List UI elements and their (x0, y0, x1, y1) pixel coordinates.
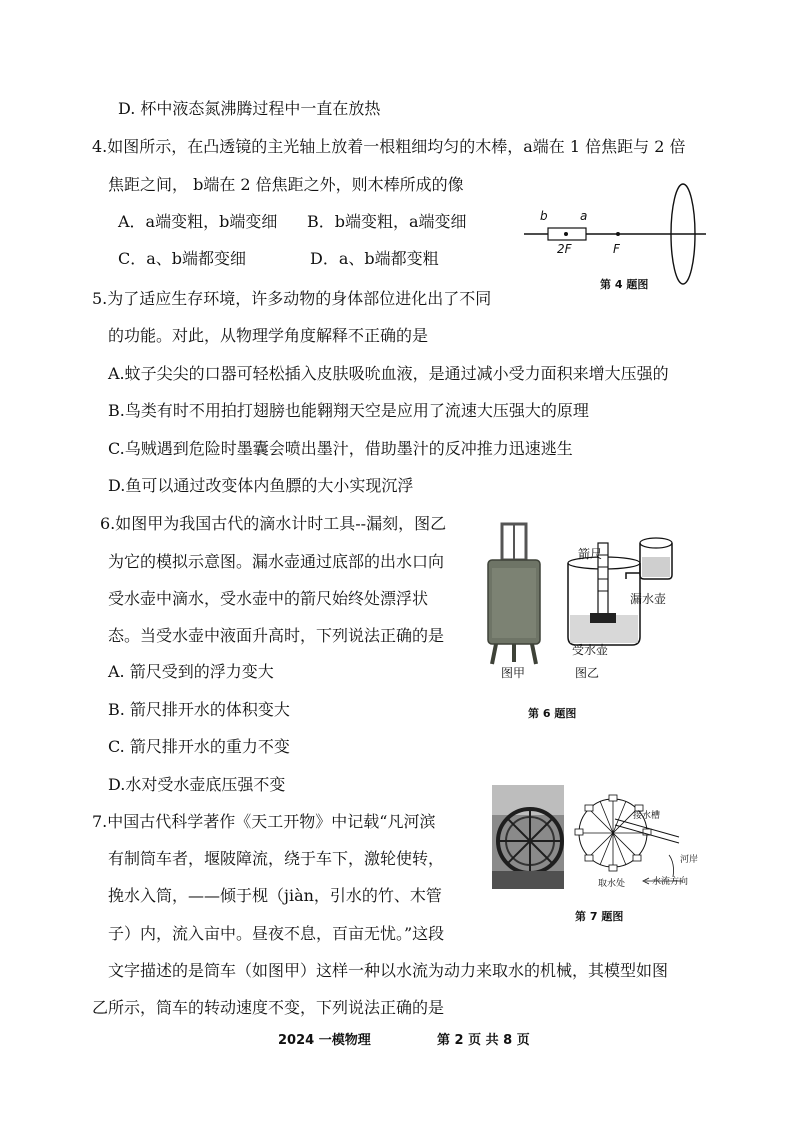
q6-stem-line-2: 为它的模拟示意图。漏水壶通过底部的出水口向 (108, 552, 445, 571)
q4-option-c: C．a、b端都变细 (118, 249, 247, 268)
q7-label-waterflow: 水流方向 (652, 877, 689, 887)
q5-stem-line-2: 的功能。对此，从物理学角度解释不正确的是 (108, 326, 429, 345)
q7-label-watertrough: 接水槽 (633, 811, 661, 821)
q6-label-tujia: 图甲 (501, 666, 526, 680)
f-point (616, 232, 620, 236)
q7-stem-line-4: 子）内，流入亩中。昼夜不息，百亩无忧。”这段 (108, 924, 445, 943)
q4-option-d: D．a、b端都变粗 (310, 249, 439, 268)
q4-label-2f: 2F (557, 242, 572, 256)
water-wheel-diagram (575, 785, 695, 905)
q6-option-c: C. 箭尺排开水的重力不变 (108, 737, 290, 756)
water-clock-photo (484, 520, 544, 670)
q6-option-b: B. 箭尺排开水的体积变大 (108, 700, 290, 719)
q5-stem-line-1: 5.为了适应生存环境，许多动物的身体部位进化出了不同 (92, 289, 492, 308)
q6-stem-line-1: 6.如图甲为我国古代的滴水计时工具--漏刻，图乙 (100, 514, 447, 533)
q4-label-a: a (580, 209, 588, 223)
q5-option-c: C.乌贼遇到危险时墨囊会喷出墨汁，借助墨汁的反冲推力迅速逃生 (108, 439, 573, 458)
q7-stem-line-5: 文字描述的是筒车（如图甲）这样一种以水流为动力来取水的机械，其模型如图 (108, 961, 669, 980)
q7-stem-line-2: 有制筒车者，堰陂障流，绕于车下，激轮使转， (108, 849, 445, 868)
q5-option-b: B.鸟类有时不用拍打翅膀也能翱翔天空是应用了流速大压强大的原理 (108, 401, 589, 420)
q4-label-f: F (613, 242, 620, 256)
q3-option-d: D. 杯中液态氮沸腾过程中一直在放热 (118, 99, 381, 118)
q7-stem-line-1: 7.中国古代科学著作《天工开物》中记载“凡河滨 (92, 812, 436, 831)
q6-figure-caption: 第 6 题图 (528, 707, 577, 720)
q4-figure-caption: 第 4 题图 (600, 278, 649, 291)
q4-option-b: B．b端变粗，a端变细 (307, 212, 467, 231)
q4-label-b: b (540, 209, 548, 223)
water-wheel-photo (492, 785, 564, 889)
q5-option-d: D.鱼可以通过改变体内鱼膘的大小实现沉浮 (108, 476, 414, 495)
footer-page-number: 第 2 页 共 8 页 (437, 1033, 530, 1048)
q7-label-intake: 取水处 (598, 879, 626, 889)
q6-stem-line-3: 受水壶中滴水，受水壶中的箭尺始终处漂浮状 (108, 589, 429, 608)
q7-label-riverbank: 河岸 (680, 855, 699, 865)
q5-option-a: A.蚊子尖尖的口器可轻松插入皮肤吸吮血液，是通过减小受力面积来增大压强的 (108, 364, 669, 383)
q6-label-tuyi: 图乙 (575, 666, 600, 680)
q6-label-jianchi: 箭尺 (578, 547, 603, 561)
float-block (590, 613, 616, 623)
q4-stem-line-1: 4.如图所示，在凸透镜的主光轴上放着一根粗细均匀的木棒，a端在 1 倍焦距与 2 倍 (92, 137, 686, 156)
q4-stem-line-2: 焦距之间， b端在 2 倍焦距之外，则木棒所成的像 (108, 175, 464, 194)
q4-option-a: A．a端变粗，b端变细 (118, 212, 278, 231)
q7-stem-line-3: 挽水入筒，——倾于枧（jiàn，引水的竹、木管 (108, 886, 442, 905)
2f-point (564, 232, 568, 236)
q6-label-loushuihu: 漏水壶 (630, 592, 667, 606)
q6-label-shoushuihu: 受水壶 (572, 643, 609, 657)
q6-option-d: D.水对受水壶底压强不变 (108, 775, 286, 794)
q7-figure-caption: 第 7 题图 (575, 910, 624, 923)
q7-stem-line-6: 乙所示，筒车的转动速度不变，下列说法正确的是 (92, 998, 445, 1017)
q6-stem-line-4: 态。当受水壶中液面升高时，下列说法正确的是 (108, 626, 445, 645)
q6-option-a: A. 箭尺受到的浮力变大 (108, 662, 274, 681)
q4-lens-figure (520, 182, 710, 288)
outlet-pipe (626, 573, 640, 579)
footer-exam-name: 2024 一模物理 (278, 1033, 371, 1048)
